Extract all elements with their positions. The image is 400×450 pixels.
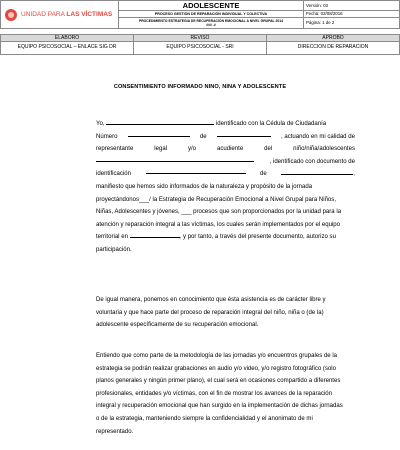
unidad-victimas-logo <box>5 7 114 23</box>
document-header <box>0 0 400 29</box>
consent-heading: CONSENTIMIENTO INFORMADO NINO, NINA Y ADOLESCENTE <box>113 84 287 90</box>
elaboro-header: ELABORO <box>1 35 134 42</box>
procedure-name: PROCEDIMIENTO ESTRATEGIA DE RECUPERACIÓN EMOCIONAL A NIVEL GRUPAL 2014 ### -# <box>119 18 304 29</box>
logo-text: UNIDAD PARA LAS VÍCTIMAS <box>21 11 113 18</box>
elaboro-value: EQUIPO PSICOSOCIAL – ENLACE SIG DR <box>1 42 134 55</box>
reviso-value: EQUIPO PSICOSOCIAL - SRI <box>134 42 267 55</box>
name-blank[interactable] <box>106 119 214 125</box>
aprobo-header: APROBO <box>267 35 400 42</box>
logo-cell <box>1 1 119 29</box>
minor-name-blank[interactable] <box>96 156 254 162</box>
aprobo-value: DIRECCION DE REPARACION <box>267 42 400 55</box>
version-label: Versión: 03 <box>304 1 400 11</box>
voluntary-participation-paragraph: De igual manera, ponemos en conocimiento que ésta asistencia es de carácter libre y voluntaria y que hace parte del proceso de reparación integral del niño, niña o (de la) adolescente específicamente de su recuperación emocional. <box>96 297 326 329</box>
minor-id-blank[interactable] <box>146 168 246 174</box>
cedula-place-blank[interactable] <box>217 131 271 137</box>
territory-blank[interactable] <box>130 232 180 238</box>
logo-emblem-icon <box>5 9 17 21</box>
recording-consent-paragraph: Entiendo que como parte de la metodología de las jornadas y/o encuentros grupales de la estrategia se podrán realizar grabaciones en audio y/o video, y/o registro fotográfico (solo planos generales y ningún primer plano), el cual será en ocasiones compartido a diferentes profesionales, entidades y/o víctimas, con el fin de mostrar los avances de la reparación integral y recuperación emocional que han surgido en la implementación de dichas jornadas o de la estrategia, manteniendo siempre la confidencialidad y el anonimato de mi representado. <box>96 353 343 435</box>
process-name: PROCESO GESTIÓN DE REPARACIÓN INDIVIDUAL Y COLECTIVA <box>119 11 304 18</box>
reviso-header: REVISO <box>134 35 267 42</box>
consent-form-paragraph: Yo, identificado con la Cédula de Ciudadanía Número de , actuando en mi calidad de representante legal y/o acudiente del niño/niña/adolescentes , identificado con documento de identificación de , manifiesto que hemos sido informados de la naturaleza y propósito de la jornada proyectándonos___/ la Estrategia de Recuperación Emocional a Nivel Grupal para Niños, Niñas, Adolescentes y jóvenes, ___ procesos que son proporcionados por la unidad para la atención y reparación integral a las víctimas, los cuales serán implementados por el equipo territorial en , y por tanto, a través del presente documento, autorizo su participación. <box>96 121 355 253</box>
cedula-number-blank[interactable] <box>128 131 190 137</box>
minor-id-place-blank[interactable] <box>281 169 353 175</box>
document-title: ADOLESCENTE <box>119 1 304 11</box>
page-label: Página: 1 de 2 <box>304 18 400 29</box>
approval-table <box>0 34 400 55</box>
date-label: Fecha: 02/08/2016 <box>304 11 400 18</box>
